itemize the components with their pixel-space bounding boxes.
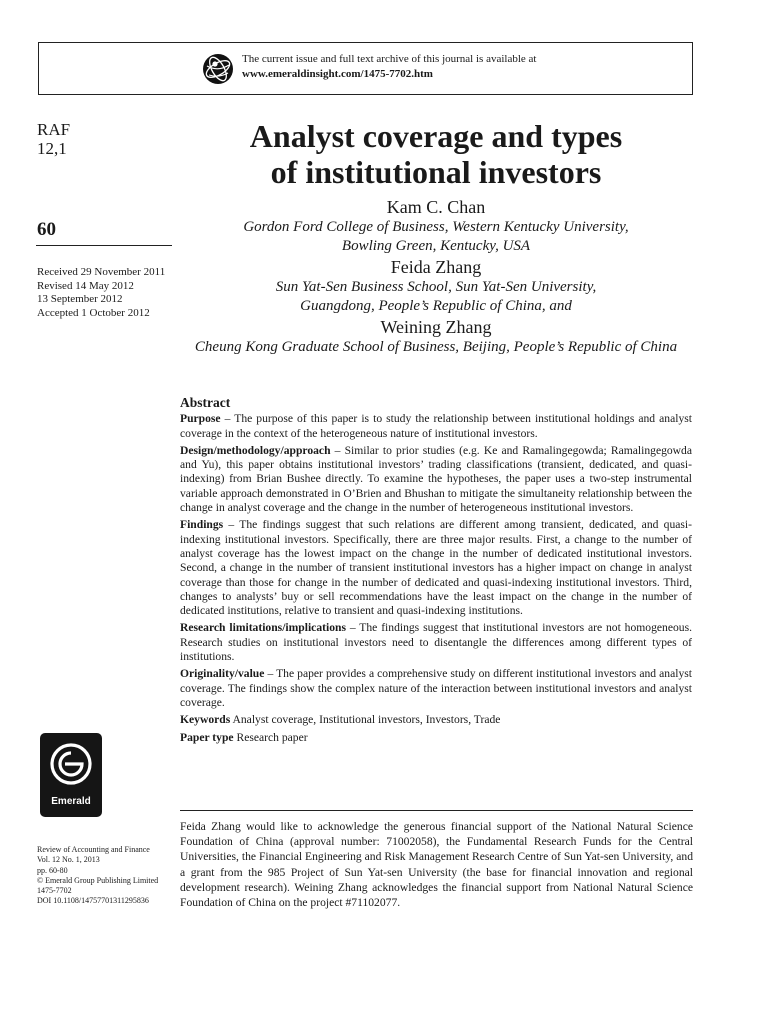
section-text: Research paper — [233, 730, 308, 744]
author-list — [180, 196, 692, 357]
journal-name: Review of Accounting and Finance — [37, 845, 150, 854]
doi: DOI 10.1108/14757701311295836 — [37, 896, 149, 906]
submission-dates — [37, 266, 165, 320]
abstract-paper-type — [180, 731, 692, 745]
page-range: pp. 60-80 — [37, 865, 68, 875]
emerald-logo — [40, 733, 102, 817]
section-text: – The findings suggest that such relations are different among transient, dedicated, and quasi-indexing institutional investors. Specifically, there are three major results. First, a change to the number of analyst coverage has the lowest impact on the change in the number of dedicated institutional investors. Second, a change in the number of transient institutional investors has a higher impact on change in analyst coverage than those for change in the number of dedicated and quasi-indexing institutional investors. Third, changes to analysts’ buy or sell recommendations have the least impact on the change in the number of dedicated institutions, relative to transient and quasi-indexing institutions. — [180, 518, 692, 618]
section-text: – Similar to prior studies (e.g. Ke and Ramalingegowda; Ramalingegowda and Yu), this paper obtains institutional investors’ trading classifications (transient, dedicated, and quasi-indexing) from Brian Bushee directly. To examine the hypotheses, the paper uses a two-step instrumental variable approach demonstrated in O’Brien and Bhushan to mitigate the simultaneity relationship between the change in analyst coverage and the change in the number of heterogeneous institutional investors. — [180, 443, 692, 515]
author-name: Feida Zhang — [390, 257, 482, 277]
author-affiliation: Sun Yat-Sen Business School, Sun Yat-Sen University, — [275, 279, 597, 295]
section-text: – The findings suggest that institutional investors are not homogeneous. Research studies on institutional investors need to disentangle the differences among different types of institutions. — [180, 621, 692, 664]
journal-code — [37, 120, 70, 158]
emerald-logo-text: Emerald — [51, 796, 91, 807]
title-line-2: of institutional investors — [270, 154, 602, 190]
journal-access-banner — [38, 42, 693, 95]
author-name: Kam C. Chan — [386, 197, 486, 217]
page-number: 60 — [37, 219, 56, 240]
issn: 1475-7702 — [37, 886, 72, 896]
section-label: Findings — [180, 518, 224, 532]
date-revised: Revised 14 May 2012 — [37, 279, 134, 292]
abstract-keywords — [180, 713, 692, 727]
title-line-1: Analyst coverage and types — [249, 118, 623, 154]
abstract — [180, 396, 692, 748]
volume-issue: 12,1 — [37, 139, 67, 158]
copyright: © Emerald Group Publishing Limited — [37, 875, 159, 885]
author-affiliation: Cheung Kong Graduate School of Business, Beijing, People’s Republic of China — [194, 339, 678, 355]
emerald-e-icon — [40, 733, 102, 795]
journal-abbrev: RAF — [37, 120, 71, 139]
abstract-originality — [180, 667, 692, 710]
section-label: Purpose — [180, 412, 221, 426]
footnote-rule — [180, 810, 693, 811]
abstract-limitations — [180, 621, 692, 664]
section-text: – The purpose of this paper is to study the relationship between institutional holdings and analyst coverage in the context of the heterogeneous nature of institutional investors. — [180, 412, 692, 440]
globe-icon — [202, 53, 234, 85]
section-label: Keywords — [180, 713, 231, 727]
volume-line: Vol. 12 No. 1, 2013 — [37, 855, 100, 865]
acknowledgement-footnote: Feida Zhang would like to acknowledge the generous financial support of the National Natural Science Foundation of China (approval number: 71002058), the Fundamental Research Funds for the Central Universities, the Financial Engineering and Risk Management Research Centre of Sun Yat-sen University, and a grant from the 985 Project of Sun Yat-sen University (the base for financial innovation and regional development research). Weining Zhang acknowledges the financial support from National Natural Science Foundation of China on the project #71102077. — [180, 820, 693, 910]
journal-url-link[interactable]: www.emeraldinsight.com/1475-7702.htm — [242, 68, 433, 80]
banner-text: The current issue and full text archive of this journal is available at — [242, 53, 537, 65]
abstract-findings — [180, 518, 692, 618]
author-affiliation: Bowling Green, Kentucky, USA — [341, 238, 531, 254]
date-accepted: Accepted 1 October 2012 — [37, 306, 150, 319]
date-revised-second: 13 September 2012 — [37, 293, 123, 305]
page-number-rule — [36, 245, 172, 246]
abstract-design — [180, 444, 692, 515]
abstract-heading: Abstract — [180, 395, 231, 410]
author-affiliation: Guangdong, People’s Republic of China, and — [300, 298, 572, 314]
publication-info — [37, 845, 158, 907]
date-received: Received 29 November 2011 — [37, 266, 166, 278]
author-name: Weining Zhang — [380, 317, 492, 337]
section-label: Design/methodology/approach — [180, 443, 331, 457]
article-title — [180, 118, 692, 190]
section-label: Research limitations/implications — [180, 621, 346, 635]
abstract-purpose — [180, 412, 692, 441]
section-label: Originality/value — [180, 667, 265, 681]
section-text: – The paper provides a comprehensive study on different institutional investors and analyst coverage. The findings show the complex nature of the interaction between institutional investors and analyst coverage. — [180, 667, 692, 709]
author-affiliation: Gordon Ford College of Business, Western Kentucky University, — [243, 219, 629, 235]
section-text: Analyst coverage, Institutional investors, Investors, Trade — [230, 713, 501, 727]
section-label: Paper type — [180, 730, 234, 744]
